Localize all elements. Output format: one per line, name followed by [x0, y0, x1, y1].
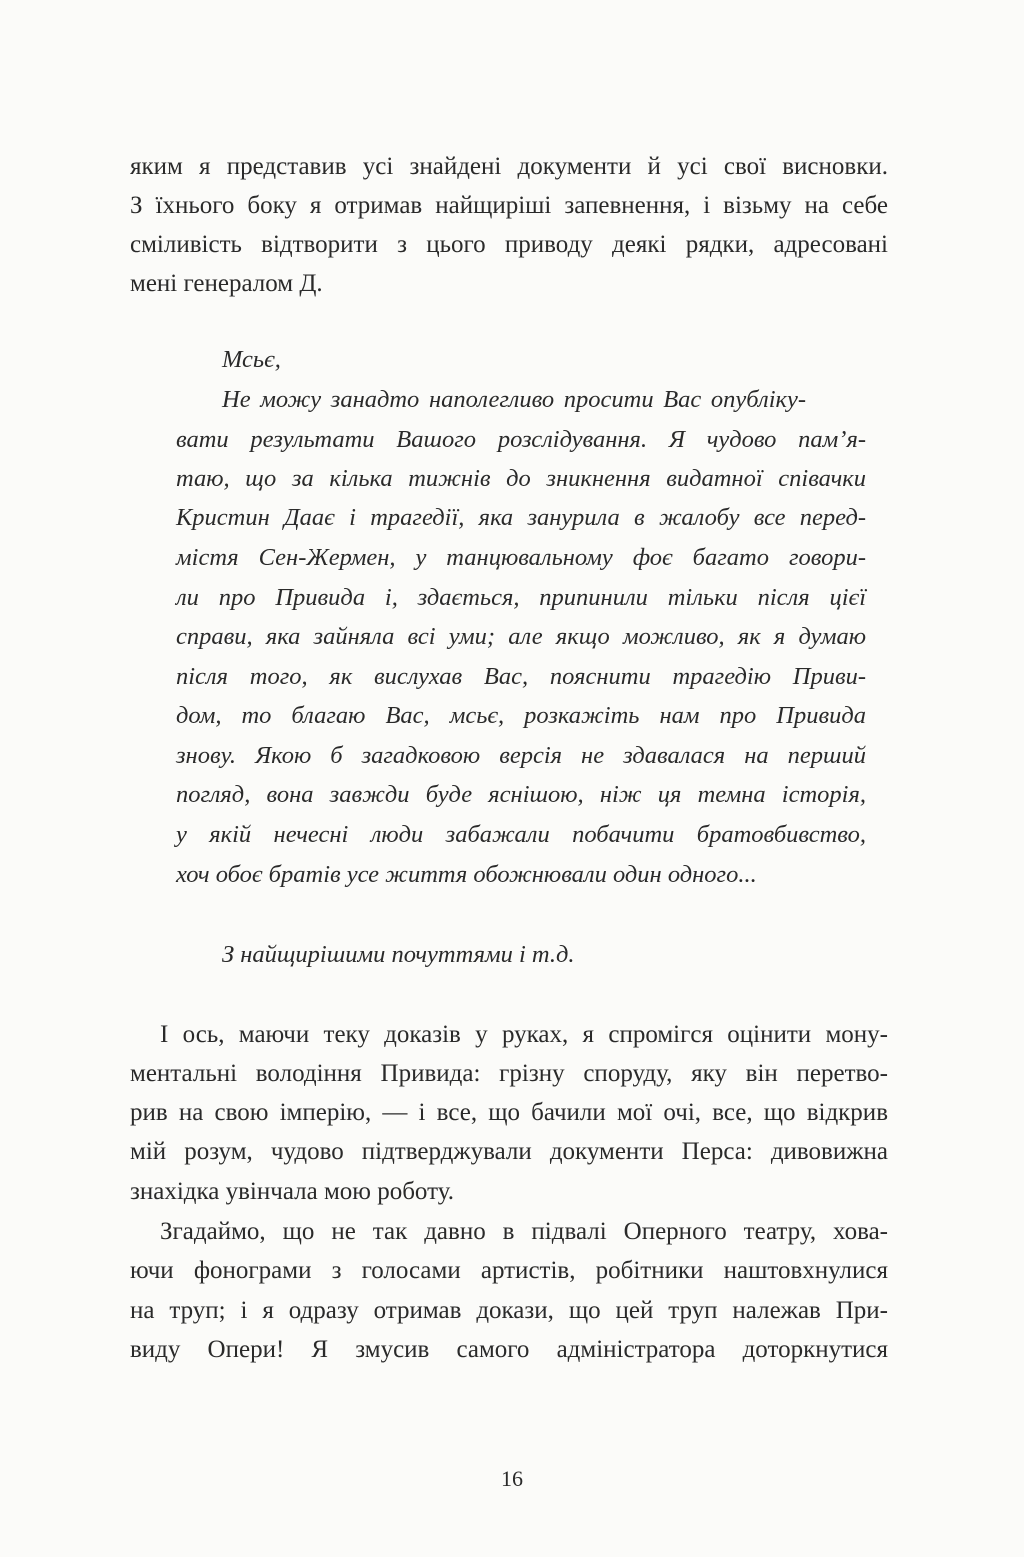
page-number: 16 — [501, 1466, 523, 1491]
text-line: таю, що за кілька тижнів до зникнення видатної співачки — [176, 465, 866, 492]
text-line: З їхнього боку я отримав найщиріші запевнення, і візьму на себе — [130, 192, 888, 219]
text-line: справи, яка зайняла всі уми; але якщо можливо, як я думаю — [176, 623, 866, 650]
text-line: Згадаймо, що не так давно в підвалі Оперного театру, хова- — [160, 1218, 888, 1245]
text-line: знову. Якою б загадковою версія не здавалася на перший — [176, 742, 866, 769]
text-line: яким я представив усі знайдені документи й усі свої висновки. — [130, 153, 888, 180]
text-line: мені генералом Д. — [130, 270, 323, 297]
text-line: мій розум, чудово підтверджували документи Перса: дивовижна — [130, 1138, 888, 1165]
text-line: хоч обоє братів усе життя обожнювали один одного... — [176, 861, 757, 888]
text-line: виду Опери! Я змусив самого адміністратора доторкнутися — [130, 1336, 888, 1363]
text-line: після того, як вислухав Вас, пояснити трагедію Приви- — [176, 663, 866, 690]
text-line: ментальні володіння Привида: грізну споруду, яку він перетво- — [130, 1060, 888, 1087]
text-line: Не можу занадто наполегливо просити Вас опубліку- — [222, 386, 806, 413]
text-line: вати результати Вашого розслідування. Я чудово пам’я- — [176, 426, 866, 453]
text-line: на труп; і я одразу отримав докази, що цей труп належав При- — [130, 1297, 888, 1324]
text-line: погляд, вона завжди буде яснішою, ніж ця темна історія, — [176, 781, 866, 808]
text-line: ли про Привида і, здається, припинили тільки після цієї — [176, 584, 866, 611]
text-line: містя Сен-Жермен, у танцювальному фоє багато говори- — [176, 544, 866, 571]
text-line: у якій нечесні люди забажали побачити братовбивство, — [176, 821, 866, 848]
letter-closing: З найщирішими почуттями і т.д. — [222, 941, 575, 968]
letter-salutation: Мсьє, — [222, 346, 281, 373]
text-line: знахідка увінчала мою роботу. — [130, 1178, 454, 1205]
text-line: І ось, маючи теку доказів у руках, я спромігся оцінити мону- — [160, 1021, 888, 1048]
text-line: рив на свою імперію, — і все, що бачили мої очі, все, що відкрив — [130, 1099, 888, 1126]
text-line: дом, то благаю Вас, мсьє, розкажіть нам про Привида — [176, 702, 866, 729]
text-line: сміливість відтворити з цього приводу деякі рядки, адресовані — [130, 231, 888, 258]
text-line: Кристин Даає і трагедії, яка занурила в жалобу все перед- — [176, 504, 866, 531]
text-line: ючи фонограми з голосами артистів, робітники наштовхнулися — [130, 1257, 888, 1284]
